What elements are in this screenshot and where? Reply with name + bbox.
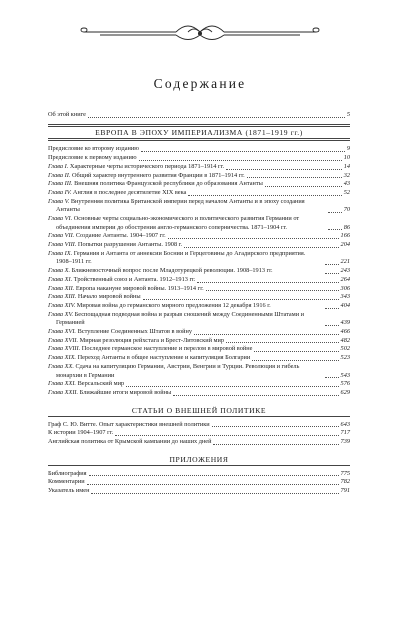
leader-dots <box>188 194 341 196</box>
toc-entry-label <box>48 302 323 311</box>
toc-entry-page: 86 <box>343 223 350 231</box>
chapter-number: Глава XX. <box>48 362 74 370</box>
toc-entry-label <box>48 363 323 380</box>
leader-dots <box>325 263 339 265</box>
section-heading-articles: СТАТЬИ О ВНЕШНЕЙ ПОЛИТИКЕ <box>131 405 267 415</box>
toc-entry-label <box>48 145 139 154</box>
toc-entry-label <box>48 172 245 181</box>
toc-entry-page: 306 <box>340 284 350 292</box>
leader-dots <box>226 168 342 170</box>
toc-entry-page: 221 <box>340 258 350 266</box>
toc-entry[interactable] <box>48 363 350 380</box>
toc-entry-page: 717 <box>340 429 350 437</box>
leader-dots <box>325 307 339 309</box>
toc-entry[interactable] <box>48 198 350 215</box>
chapter-title: Сдача на капитуляцию Германии, Австрии, Венгрии и Турции. Революция и гибель монархии в Германии <box>56 362 300 379</box>
toc-entry-page: 43 <box>343 180 350 188</box>
chapter-number: Глава II. <box>48 171 71 179</box>
toc-entry-page: 264 <box>340 275 350 283</box>
chapter-title: Германия и Антанта от аннексии Боснии и Герцеговины до Агадирского предприятия. 1908–1911 гг. <box>56 249 306 266</box>
chapter-title: Граф С. Ю. Витте. Опыт характеристики внешней политики <box>48 420 210 428</box>
leader-dots <box>252 359 338 361</box>
leader-dots <box>168 237 339 239</box>
toc-entry-label: Об этой книге <box>48 110 86 118</box>
chapter-number: Глава VII. <box>48 232 75 240</box>
chapter-title: Внешняя политика Французской республики до образования Антанты <box>74 180 263 188</box>
chapter-title: Начало мировой войны <box>77 293 141 301</box>
leader-dots <box>173 394 338 396</box>
toc-entry[interactable] <box>48 302 350 311</box>
chapter-title: Переход Антанты в общее наступление и капитуляция Болгарии <box>77 354 251 362</box>
toc-entry[interactable] <box>48 232 350 241</box>
chapter-title: Мировая война до германского мирного предложения 12 декабря 1916 г. <box>76 301 271 309</box>
decorative-header-ornament <box>80 22 320 42</box>
chapter-title: Библиография <box>48 469 87 477</box>
leader-dots <box>325 324 339 326</box>
toc-entry-label <box>48 311 323 328</box>
chapter-title: Европа накануне мировой войны. 1913–1914 гг. <box>75 284 204 292</box>
toc-entry[interactable] <box>48 180 350 189</box>
toc-entry-page: 9 <box>346 145 350 153</box>
chapter-number: Глава X. <box>48 267 71 275</box>
toc-entry[interactable] <box>48 478 350 487</box>
toc-entry-page: 204 <box>340 241 350 249</box>
toc-entry-page: 466 <box>340 328 350 336</box>
leader-dots <box>115 434 338 436</box>
toc-entry[interactable] <box>48 438 350 447</box>
chapter-title: К истории 1904–1907 гг. <box>48 429 114 437</box>
toc-entry-page: 243 <box>340 267 350 275</box>
chapter-number: Глава VI. <box>48 215 73 222</box>
chapter-number: Глава XIII. <box>48 293 77 301</box>
toc-entry-label <box>48 470 87 479</box>
toc-entry[interactable] <box>48 250 350 267</box>
chapter-number: Глава XVII. <box>48 336 79 344</box>
toc-entry-page: 32 <box>343 171 350 179</box>
chapter-number: Глава XIX. <box>48 354 76 362</box>
leader-dots <box>184 246 338 248</box>
chapter-title: Создание Антанты. 1904–1907 гг. <box>75 232 166 240</box>
toc-entry-page: 775 <box>340 469 350 477</box>
toc-entry-label <box>48 154 137 163</box>
toc-entry-label <box>48 250 323 267</box>
toc-entry-label <box>48 345 252 354</box>
chapter-title: Беспощадная подводная война и разрыв сношений между Соединенными Штатами и Германией <box>56 310 305 327</box>
toc-entry[interactable] <box>48 429 350 438</box>
toc-entry[interactable] <box>48 311 350 328</box>
leader-dots <box>197 281 338 283</box>
leader-dots <box>194 333 338 335</box>
chapter-number: Глава XXII. <box>48 388 79 396</box>
toc-entry-label <box>48 198 326 215</box>
chapter-title: Предисловие ко второму изданию <box>48 145 139 153</box>
section-appendices-entries <box>48 470 350 496</box>
toc-entry[interactable] <box>48 276 350 285</box>
chapter-title: Версальский мир <box>77 380 125 388</box>
toc-entry-label <box>48 215 326 232</box>
chapter-title: Предисловие к первому изданию <box>48 154 137 162</box>
toc-entry[interactable] <box>48 145 350 154</box>
toc-entry-page: 70 <box>343 206 350 214</box>
toc-entry-page: 5 <box>346 110 350 118</box>
chapter-number: Глава XII. <box>48 284 75 292</box>
chapter-number: Глава VIII. <box>48 241 77 249</box>
toc-entry[interactable] <box>48 354 350 363</box>
section-articles-entries <box>48 421 350 447</box>
chapter-title: Внутренняя политика Британской империи перед началом Антанты и в эпоху создания Антанты <box>56 197 305 214</box>
toc-entry-page: 14 <box>343 162 350 170</box>
toc-entry-label <box>48 354 250 363</box>
leader-dots <box>325 272 339 274</box>
chapter-title: Попытки разрушения Антанты. 1908 г. <box>77 241 183 249</box>
toc-entry[interactable] <box>48 421 350 430</box>
toc-entry-page: 782 <box>340 478 350 486</box>
leader-dots <box>247 176 342 178</box>
chapter-number: Глава V. <box>48 197 70 205</box>
section-heading-appendices: ПРИЛОЖЕНИЯ <box>169 454 229 464</box>
toc-entry-page: 643 <box>340 420 350 428</box>
toc-entry[interactable] <box>48 154 350 163</box>
leader-dots <box>212 425 339 427</box>
toc-entry-label <box>48 189 186 198</box>
chapter-title: Ближайшие итоги мировой войны <box>79 388 172 396</box>
table-of-contents <box>48 111 350 496</box>
toc-entry-page: 543 <box>340 371 350 379</box>
toc-entry-label <box>48 380 124 389</box>
toc-entry-label <box>48 438 211 447</box>
toc-entry-label <box>48 285 204 294</box>
toc-entry-page: 523 <box>340 354 350 362</box>
chapter-number: Глава III. <box>48 180 73 188</box>
chapter-number: Глава IV. <box>48 188 72 196</box>
leader-dots <box>143 298 339 300</box>
toc-entry-label <box>48 429 113 438</box>
toc-entry-label <box>48 180 263 189</box>
toc-entry[interactable] <box>48 172 350 181</box>
chapter-number: Глава XI. <box>48 275 73 283</box>
toc-entry-page: 166 <box>340 232 350 240</box>
chapter-title: Указатель имен <box>48 487 90 495</box>
toc-entry-page: 343 <box>340 293 350 301</box>
toc-entry[interactable] <box>48 215 350 232</box>
toc-entry[interactable] <box>48 345 350 354</box>
chapter-title: Последнее германское наступление и перелом в мировой войне <box>81 345 253 353</box>
chapter-title: Вступление Соединенных Штатов в войну <box>77 328 193 336</box>
section-heading-europe: ЕВРОПА В ЭПОХУ ИМПЕРИАЛИЗМА (1871–1919 гг.) <box>95 128 303 138</box>
chapter-title: Мирная резолюция рейхстага и Брест-Литовский мир <box>79 336 225 344</box>
toc-entry-label <box>48 293 141 302</box>
leader-dots <box>88 116 345 118</box>
toc-entry-label <box>48 487 89 496</box>
chapter-number: Глава XXI. <box>48 380 76 388</box>
toc-entry[interactable] <box>48 267 350 276</box>
toc-entry[interactable] <box>48 487 350 496</box>
leader-dots <box>91 492 338 494</box>
toc-entry-page: 502 <box>340 345 350 353</box>
toc-entry-page: 439 <box>340 319 350 327</box>
leader-dots <box>328 228 342 230</box>
toc-entry[interactable] <box>48 163 350 172</box>
chapter-number: Глава XVIII. <box>48 345 81 353</box>
toc-entry-page: 404 <box>340 301 350 309</box>
toc-entry-page: 10 <box>343 154 350 162</box>
toc-entry[interactable] <box>48 389 350 398</box>
toc-entry[interactable] <box>48 293 350 302</box>
leader-dots <box>213 443 338 445</box>
leader-dots <box>139 159 342 161</box>
toc-entry-label <box>48 337 224 346</box>
toc-entry[interactable] <box>48 328 350 337</box>
leader-dots <box>206 289 339 291</box>
leader-dots <box>126 385 338 387</box>
chapter-number: Глава XV. <box>48 310 74 318</box>
chapter-title: Общий характер внутреннего развития Франции в 1871–1914 гг. <box>71 171 245 179</box>
chapter-number: Глава I. <box>48 162 69 170</box>
toc-entry-label <box>48 421 210 430</box>
leader-dots <box>328 211 342 213</box>
toc-entry[interactable] <box>48 470 350 479</box>
toc-entry-label <box>48 328 192 337</box>
chapter-title: Комментарии <box>48 478 85 486</box>
toc-entry-about-book[interactable] <box>48 111 350 120</box>
toc-entry[interactable] <box>48 189 350 198</box>
chapter-title: Основные черты социально-экономического и политического развития Германии от объединения империи до обострения англо-германского соперничества. 1871–1904 гг. <box>56 215 300 231</box>
toc-entry-label <box>48 276 195 285</box>
leader-dots <box>226 341 339 343</box>
toc-entry-label <box>48 389 171 398</box>
chapter-number: Глава XVI. <box>48 328 76 336</box>
chapter-title: Характерные черты исторического периода 1871–1914 гг. <box>69 162 225 170</box>
toc-entry-label <box>48 241 182 250</box>
chapter-number: Глава IX. <box>48 249 73 257</box>
toc-entry-page: 739 <box>340 437 350 445</box>
toc-entry-page: 482 <box>340 336 350 344</box>
chapter-title: Англия в последнее десятилетие XIX века <box>72 188 187 196</box>
toc-entry[interactable] <box>48 285 350 294</box>
toc-entry-label <box>48 478 85 487</box>
chapter-title: Ближневосточный вопрос после Младотурецкой революции. 1908–1913 гг. <box>71 267 273 275</box>
section-europe-entries <box>48 145 350 397</box>
toc-entry-label <box>48 232 166 241</box>
toc-entry-label <box>48 267 323 276</box>
leader-dots <box>89 474 339 476</box>
toc-entry-page: 791 <box>340 487 350 495</box>
leader-dots <box>325 376 339 378</box>
chapter-number: Глава XIV. <box>48 301 76 309</box>
toc-entry[interactable] <box>48 380 350 389</box>
toc-entry-page: 576 <box>340 380 350 388</box>
leader-dots <box>265 185 342 187</box>
chapter-title: Тройственный союз и Антанта. 1912–1913 гг. <box>73 275 196 283</box>
page-title: Содержание <box>153 76 247 91</box>
toc-entry-page: 629 <box>340 388 350 396</box>
leader-dots <box>141 150 345 152</box>
leader-dots <box>254 350 338 352</box>
toc-entry-page: 52 <box>343 188 350 196</box>
toc-entry[interactable] <box>48 241 350 250</box>
toc-entry-label <box>48 163 224 172</box>
toc-entry[interactable] <box>48 337 350 346</box>
leader-dots <box>87 483 339 485</box>
chapter-title: Английская политика от Крымской кампании до наших дней <box>48 437 212 445</box>
